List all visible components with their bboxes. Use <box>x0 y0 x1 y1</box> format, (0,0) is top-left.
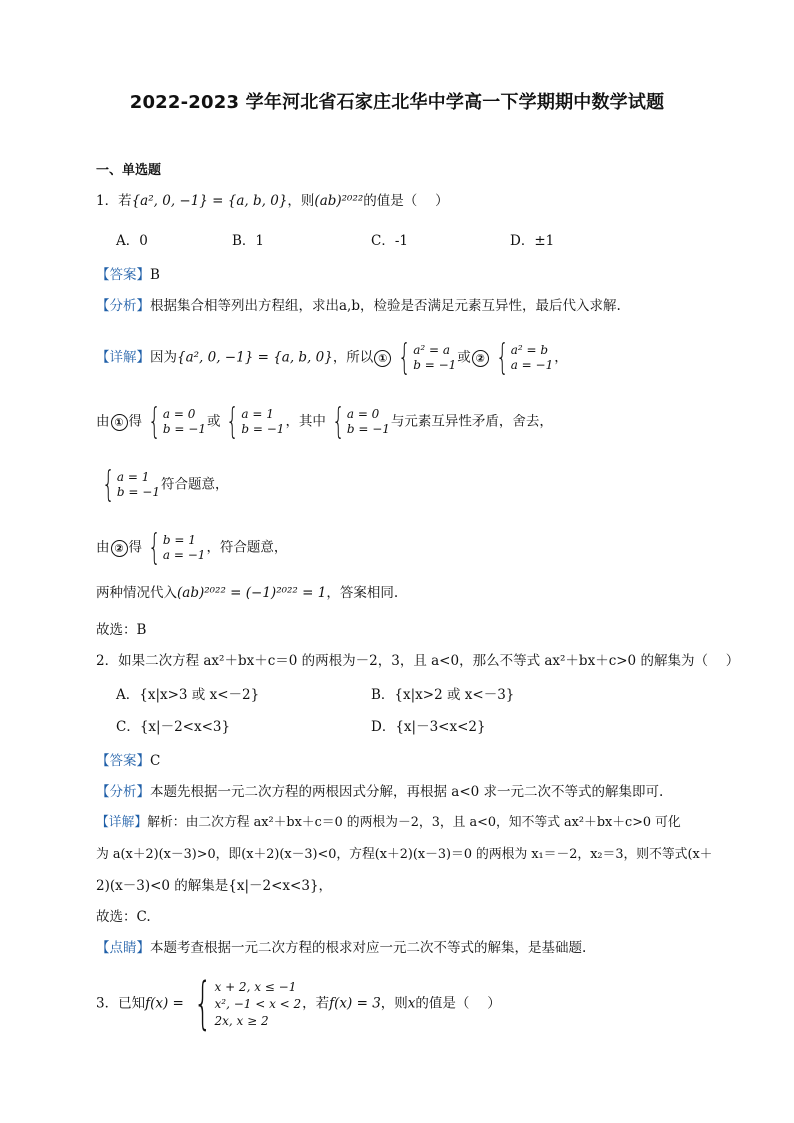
equation-system: { a = 0 b = −1 <box>148 401 206 442</box>
equation-system: { a² = a b = −1 <box>398 337 457 378</box>
equation-system: { a² = b a = −1 <box>495 337 554 378</box>
question-2-stem: 2．如果二次方程 ax²＋bx＋c＝0 的两根为－2，3，且 a<0，那么不等式 ax²＋bx＋c>0 的解集为（ ） <box>96 653 740 669</box>
equation-system: { b = 1 a = −1 <box>148 527 206 568</box>
equation-system: { a = 0 b = −1 <box>332 401 390 442</box>
section-heading: 一、单选题 <box>96 163 162 178</box>
equation-system: { a = 1 b = −1 <box>102 464 160 505</box>
q2-choose: 故选：C. <box>96 909 151 925</box>
circled-number-1: ① <box>374 350 391 367</box>
question-1-stem: 1．若{a², 0, −1} = {a, b, 0}，则(ab)²⁰²²的值是（ ） <box>96 193 449 209</box>
q1-detail-line-1: 【详解】因为{a², 0, −1} = {a, b, 0}，所以 ① { a² = a b = −1 或 ② { a² = b a = −1 ， <box>96 337 568 378</box>
q2-analysis: 【分析】本题先根据一元二次方程的两根因式分解，再根据 a<0 求一元二次不等式的解集即可. <box>96 784 664 800</box>
question-3-stem: 3．已知f(x) = { x + 2, x ≤ −1 x², −1 < x < 2 2x, x ≥ 2 ，若f(x) = 3，则x的值是（ ） <box>96 971 501 1036</box>
q1-detail-line-3: { a = 1 b = −1 符合题意， <box>96 467 228 503</box>
q2-detail-line-3: 2)(x－3)<0 的解集是{x|－2<x<3}， <box>96 878 333 894</box>
q1-choose: 故选：B <box>96 622 147 638</box>
q1-detail-line-4: 由 ② 得 { b = 1 a = −1 ，符合题意， <box>96 527 288 568</box>
q1-option-b: B．1 <box>232 233 265 249</box>
q2-comment: 【点睛】本题考查根据一元二次方程的根求对应一元二次不等式的解集，是基础题. <box>96 940 587 956</box>
q2-option-a: A．{x|x>3 或 x<－2} <box>116 687 260 703</box>
q1-analysis: 【分析】根据集合相等列出方程组，求出a,b，检验是否满足元素互异性，最后代入求解. <box>96 298 621 314</box>
q2-option-b: B．{x|x>2 或 x<－3} <box>371 687 515 703</box>
q1-option-d: D．±1 <box>510 233 555 249</box>
q1-option-a: A．0 <box>116 233 148 249</box>
circled-number-1: ① <box>111 414 128 431</box>
circled-number-2: ② <box>472 350 489 367</box>
piecewise-function: { x + 2, x ≤ −1 x², −1 < x < 2 2x, x ≥ 2 <box>193 971 302 1036</box>
q2-answer: 【答案】C <box>96 753 161 769</box>
q2-option-c: C．{x|－2<x<3} <box>116 719 231 735</box>
q1-detail-line-5: 两种情况代入(ab)²⁰²² = (−1)²⁰²² = 1，答案相同. <box>96 585 399 601</box>
circled-number-2: ② <box>111 540 128 557</box>
page-title: 2022-2023 学年河北省石家庄北华中学高一下学期期中数学试题 <box>129 92 665 113</box>
q2-option-d: D．{x|－3<x<2} <box>371 719 486 735</box>
q2-detail-line-1: 【详解】解析：由二次方程 ax²＋bx＋c＝0 的两根为－2，3，且 a<0，知不等式 ax²＋bx＋c>0 可化 <box>96 815 681 830</box>
q2-detail-line-2: 为 a(x＋2)(x－3)>0，即(x＋2)(x－3)<0，方程(x＋2)(x－3)＝0 的两根为 x₁＝－2，x₂＝3，则不等式(x＋ <box>96 847 713 862</box>
q1-detail-line-2: 由 ① 得 { a = 0 b = −1 或 { a = 1 b = −1 ，其中 { a = 0 b = −1 与元素互异性矛盾，舍去， <box>96 401 553 442</box>
q1-answer: 【答案】B <box>96 267 160 283</box>
equation-system: { a = 1 b = −1 <box>226 401 285 442</box>
q1-option-c: C．-1 <box>371 233 408 249</box>
